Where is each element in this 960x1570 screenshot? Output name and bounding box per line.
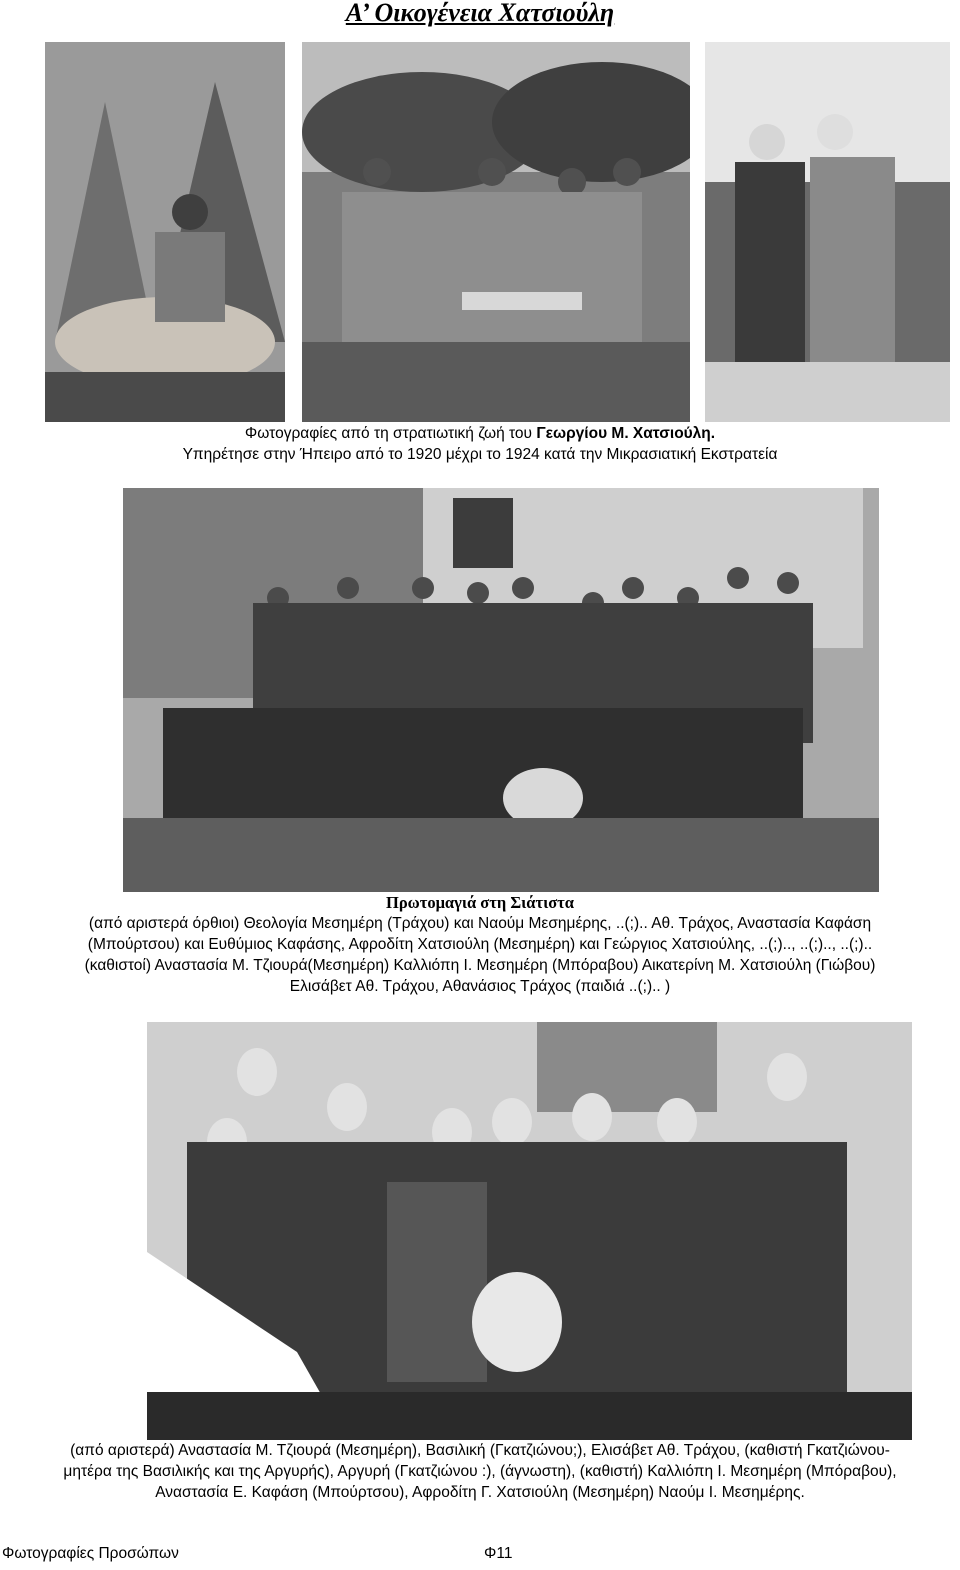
military-caption-line1 [0, 423, 960, 444]
military-caption-line2: Υπηρέτησε στην Ήπειρο από το 1920 μέχρι το 1924 κατά την Μικρασιατική Εκστρατεία [182, 446, 778, 463]
family-photo [147, 1022, 912, 1440]
military-photo-two-soldiers [705, 42, 950, 422]
group-caption-line2: (Μπούρτσου) και Ευθύμιος Καφάσης, Αφροδίτη Χατσιούλη (Μεσημέρη) και Γεώργιος Χατσιούλης, ..(;).., ..(;).., ..(;).. [87, 936, 873, 953]
family-caption [0, 1440, 960, 1503]
group-caption-line3: (καθιστοί) Αναστασία Μ. Τζιουρά(Μεσημέρη) Καλλιόπη Ι. Μεσημέρη (Μπόραβου) Αικατερίνη Μ. Χατσιούλη (Γιώβου) [84, 957, 876, 974]
military-caption-name: Γεωργίου Μ. Χατσιούλη. [536, 425, 716, 442]
footer-page-number: Φ11 [484, 1545, 513, 1562]
group-caption [0, 892, 960, 997]
page-title: Α’ Οικογένεια Χατσιούλη [345, 0, 615, 27]
military-caption-prefix: Φωτογραφίες από τη στρατιωτική ζωή του [244, 425, 537, 442]
group-caption-line1: (από αριστερά όρθιοι) Θεολογία Μεσημέρη (Τράχου) και Ναούμ Μεσημέρης, ..(;).. Αθ. Τράχος, Αναστασία Καφάση [88, 915, 872, 932]
footer-section-title: Φωτογραφίες Προσώπων [2, 1545, 179, 1562]
family-caption-line1: (από αριστερά) Αναστασία Μ. Τζιουρά (Μεσημέρη), Βασιλική (Γκατζιώνου;), Ελισάβετ Αθ. Τράχου, (καθιστή Γκατζιώνου- [70, 1442, 890, 1459]
family-caption-line2: μητέρα της Βασιλικής και της Αργυρής), Αργυρή (Γκατζιώνου :), (άγνωστη), (καθιστή) Καλλιόπη Ι. Μεσημέρη (Μπόραβου), [63, 1463, 897, 1480]
military-photo-group [302, 42, 690, 422]
group-photo-may-day [123, 488, 879, 892]
family-caption-line3: Αναστασία Ε. Καφάση (Μπούρτσου), Αφροδίτη Γ. Χατσιούλη (Μεσημέρη) Ναούμ Ι. Μεσημέρης. [155, 1484, 805, 1501]
military-caption [0, 423, 960, 465]
group-caption-title: Πρωτομαγιά στη Σιάτιστα [385, 893, 574, 912]
military-photo-hut [45, 42, 285, 422]
group-caption-line4: Ελισάβετ Αθ. Τράχου, Αθανάσιος Τράχος (παιδιά ..(;).. ) [289, 978, 671, 995]
